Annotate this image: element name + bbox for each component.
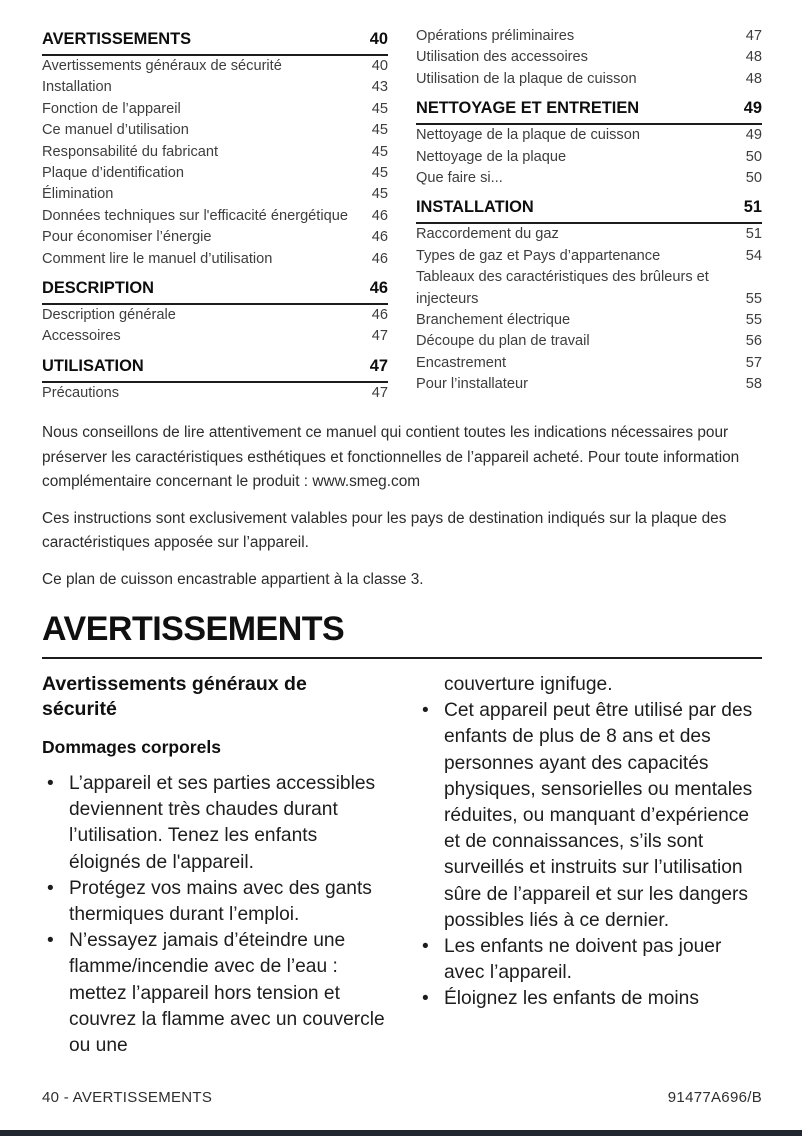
toc-item-row bbox=[416, 331, 762, 352]
toc-right-column bbox=[416, 26, 762, 404]
toc-item-row bbox=[416, 125, 762, 146]
toc-entry-label: Pour l’installateur bbox=[416, 376, 528, 393]
toc-entry-label: Utilisation de la plaque de cuisson bbox=[416, 70, 637, 87]
toc-entry-label: INSTALLATION bbox=[416, 198, 534, 217]
toc-section-row bbox=[416, 194, 762, 224]
toc-item-row bbox=[416, 168, 762, 189]
toc-entry-label: Nettoyage de la plaque bbox=[416, 148, 567, 165]
toc-item-row bbox=[416, 246, 762, 267]
toc-entry-page: 45 bbox=[371, 100, 388, 117]
toc-entry-label: Ce manuel d’utilisation bbox=[42, 122, 189, 139]
toc-entry-page: 43 bbox=[371, 79, 388, 96]
title-divider bbox=[42, 657, 762, 659]
toc-entry-label: Opérations préliminaires bbox=[416, 28, 575, 44]
intro-paragraphs bbox=[42, 421, 762, 592]
toc-item-row bbox=[42, 99, 388, 120]
toc-entry-page: 57 bbox=[745, 354, 762, 371]
table-of-contents bbox=[42, 26, 762, 404]
toc-entry-page: 55 bbox=[745, 290, 762, 307]
toc-entry-page: 58 bbox=[745, 376, 762, 393]
toc-entry-label: Que faire si... bbox=[416, 170, 503, 187]
toc-item-row bbox=[42, 184, 388, 205]
page-bottom-bar bbox=[0, 1130, 802, 1136]
toc-section-row bbox=[42, 353, 388, 383]
toc-entry-page: 49 bbox=[745, 127, 762, 144]
bullet-item: • L’appareil et ses parties accessibles deviennent très chaudes durant l’utilisation. Tenez les enfants éloignés de l'appareil. bbox=[42, 771, 387, 876]
toc-entry-page: 56 bbox=[745, 333, 762, 350]
toc-entry-page: 47 bbox=[369, 356, 388, 375]
toc-entry-label: Accessoires bbox=[42, 328, 121, 345]
toc-entry-page: 40 bbox=[369, 30, 388, 48]
toc-item-row bbox=[416, 267, 762, 310]
toc-entry-label: Responsabilité du fabricant bbox=[42, 143, 219, 160]
toc-entry-label: Utilisation des accessoires bbox=[416, 49, 588, 66]
toc-section-row bbox=[42, 275, 388, 305]
toc-entry-label: Élimination bbox=[42, 186, 114, 203]
toc-entry-page: 47 bbox=[371, 328, 388, 345]
toc-entry-label: Données techniques sur l'efficacité énergétique bbox=[42, 207, 348, 224]
subsection-heading: Avertissements généraux de sécurité bbox=[42, 672, 307, 720]
toc-entry-label: DESCRIPTION bbox=[42, 279, 155, 298]
toc-entry-label: Fonction de l’appareil bbox=[42, 100, 181, 117]
toc-entry-page: 49 bbox=[743, 99, 762, 118]
toc-item-row bbox=[42, 326, 388, 347]
toc-entry-label: Découpe du plan de travail bbox=[416, 333, 590, 350]
toc-item-row bbox=[416, 147, 762, 168]
toc-item-row bbox=[42, 227, 388, 248]
toc-entry-label: Pour économiser l’énergie bbox=[42, 229, 212, 246]
toc-item-row bbox=[42, 249, 388, 270]
toc-entry-page: 46 bbox=[371, 250, 388, 267]
toc-entry-page: 50 bbox=[745, 148, 762, 165]
subsubsection-heading: Dommages corporels bbox=[42, 736, 221, 757]
toc-entry-label: AVERTISSEMENTS bbox=[42, 30, 192, 48]
toc-item-row bbox=[416, 374, 762, 395]
toc-entry-page: 45 bbox=[371, 122, 388, 139]
bullet-item: • Cet appareil peut être utilisé par des enfants de plus de 8 ans et des personnes ayant des capacités physiques, sensorielles ou mentales réduites, ou manquant d’expérience et de connaissances, s’ils sont surveillés et instruits sur l’utilisation sûre de l’appareil et sur les dangers possibles liés à ce dernier. bbox=[417, 698, 762, 934]
toc-entry-page: 48 bbox=[745, 70, 762, 87]
toc-entry-page: 47 bbox=[371, 384, 388, 401]
toc-section-row bbox=[416, 95, 762, 125]
toc-entry-label: Précautions bbox=[42, 384, 120, 401]
toc-entry-page: 51 bbox=[743, 198, 762, 217]
toc-entry-label: Nettoyage de la plaque de cuisson bbox=[416, 127, 640, 144]
toc-item-row bbox=[416, 310, 762, 331]
warnings-body bbox=[42, 672, 762, 1059]
intro-paragraph: Ce plan de cuisson encastrable appartient à la classe 3. bbox=[42, 570, 424, 588]
intro-paragraph: Nous conseillons de lire attentivement ce manuel qui contient toutes les indications nécessaires pour préserver les caractéristiques esthétiques et fonctionnelles de l’appareil acheté. Pour toute information complémentaire concernant le produit : www.smeg.com bbox=[42, 424, 740, 491]
footer-doc-code: 91477A696/B bbox=[667, 1089, 762, 1106]
footer-page-label: 40 - AVERTISSEMENTS bbox=[42, 1089, 213, 1106]
toc-left-column bbox=[42, 26, 388, 404]
toc-entry-label: Raccordement du gaz bbox=[416, 226, 559, 243]
toc-entry-page: 55 bbox=[745, 312, 762, 329]
toc-entry-page: 46 bbox=[371, 207, 388, 224]
toc-entry-page: 40 bbox=[371, 58, 388, 74]
toc-item-row bbox=[42, 383, 388, 404]
continuation-line: couverture ignifuge. bbox=[444, 673, 613, 695]
toc-item-row bbox=[42, 77, 388, 98]
bullet-list-left bbox=[42, 771, 387, 1059]
toc-item-row bbox=[42, 163, 388, 184]
toc-entry-label: Plaque d’identification bbox=[42, 165, 184, 182]
toc-item-row bbox=[42, 206, 388, 227]
toc-entry-label: Tableaux des caractéristiques des brûleurs et injecteurs bbox=[416, 269, 709, 307]
toc-item-row bbox=[42, 120, 388, 141]
page-title: AVERTISSEMENTS bbox=[42, 610, 345, 649]
toc-item-row bbox=[42, 142, 388, 163]
toc-entry-label: Avertissements généraux de sécurité bbox=[42, 58, 282, 74]
toc-entry-page: 51 bbox=[745, 226, 762, 243]
warnings-left-column bbox=[42, 672, 387, 1059]
warnings-right-column bbox=[417, 672, 762, 1059]
toc-item-row bbox=[416, 224, 762, 245]
toc-entry-label: Description générale bbox=[42, 307, 176, 324]
bullet-item: • Éloignez les enfants de moins bbox=[417, 986, 762, 1012]
toc-section-row bbox=[42, 26, 388, 56]
toc-item-row bbox=[416, 47, 762, 68]
page-footer bbox=[42, 1089, 762, 1106]
toc-entry-page: 47 bbox=[745, 28, 762, 44]
toc-entry-page: 50 bbox=[745, 170, 762, 187]
toc-entry-page: 54 bbox=[745, 247, 762, 264]
toc-entry-page: 46 bbox=[369, 279, 388, 298]
toc-entry-page: 48 bbox=[745, 49, 762, 66]
toc-entry-label: Branchement électrique bbox=[416, 312, 571, 329]
toc-item-row bbox=[42, 305, 388, 326]
toc-entry-label: Installation bbox=[42, 79, 112, 96]
bullet-list-right bbox=[417, 698, 762, 1012]
toc-entry-page: 46 bbox=[371, 307, 388, 324]
bullet-item: • Les enfants ne doivent pas jouer avec l’appareil. bbox=[417, 934, 762, 986]
toc-entry-label: Comment lire le manuel d’utilisation bbox=[42, 250, 273, 267]
toc-item-row bbox=[416, 26, 762, 47]
bullet-item: • Protégez vos mains avec des gants thermiques durant l’emploi. bbox=[42, 876, 387, 928]
toc-entry-page: 46 bbox=[371, 229, 388, 246]
toc-entry-page: 45 bbox=[371, 186, 388, 203]
intro-paragraph: Ces instructions sont exclusivement valables pour les pays de destination indiqués sur la plaque des caractéristiques apposée sur l’appareil. bbox=[42, 509, 727, 552]
toc-entry-label: Encastrement bbox=[416, 354, 507, 371]
toc-entry-page: 45 bbox=[371, 165, 388, 182]
toc-item-row bbox=[416, 353, 762, 374]
toc-item-row bbox=[42, 56, 388, 77]
toc-entry-page: 45 bbox=[371, 143, 388, 160]
toc-entry-label: NETTOYAGE ET ENTRETIEN bbox=[416, 99, 640, 118]
toc-entry-label: Types de gaz et Pays d’appartenance bbox=[416, 247, 661, 264]
bullet-item: • N’essayez jamais d’éteindre une flamme/incendie avec de l’eau : mettez l’appareil hors tension et couvrez la flamme avec un couvercle ou une bbox=[42, 928, 387, 1059]
toc-item-row bbox=[416, 69, 762, 90]
toc-entry-label: UTILISATION bbox=[42, 356, 144, 375]
